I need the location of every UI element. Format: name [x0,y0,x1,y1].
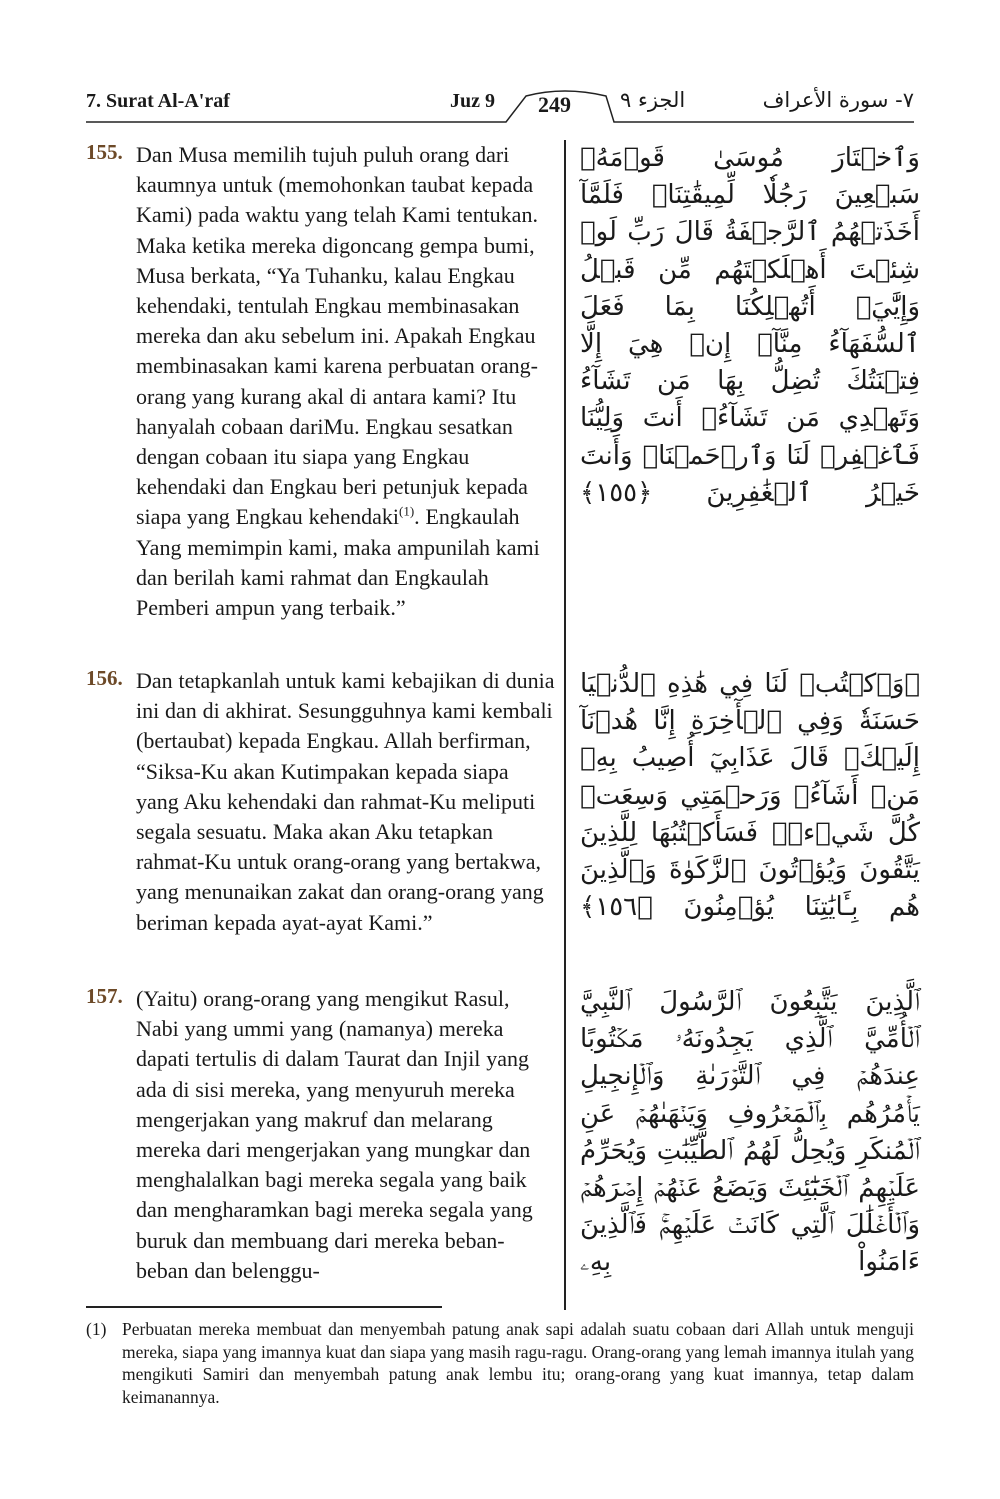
surah-title-arabic: ٧- سورة الأعراف [762,88,914,112]
surah-title-latin: 7. Surat Al-A'raf [86,90,230,112]
footnote-text: Perbuatan mereka membuat dan menyembah patung anak sapi adalah suatu cobaan dari Allah untuk menguji mereka, siapa yang imannya kuat dan siapa yang masih ragu-ragu. Orang-orang yang lemah imannya itulah yang mengikuti Samiri dan menyembah patung anak lembu itu; orang-orang yang kuat imannya, tetap dalam keimanannya. [122,1319,914,1407]
verse-number: 156. [86,666,123,690]
verse-translation [136,140,556,623]
juz-label-arabic: الجزء ٩ [620,88,686,112]
page-number: 249 [538,92,571,117]
page-header [86,88,914,124]
translation-text: Dan Musa memilih tujuh puluh orang dari kaumnya untuk (memohonkan taubat kepada Kami) pada waktu yang telah Kami tentukan. Maka ketika mereka digoncang gempa bumi, Musa berkata, “Ya Tuhanku, kalau Engkau kehendaki, tentulah Engkau membinasakan mereka dan aku sebelum ini. Apakah Engkau membinasakan kami karena perbuatan orang-orang yang kurang akal di antara kami? Itu hanyalah cobaan dariMu. Engkau sesatkan dengan cobaan itu siapa yang Engkau kehendaki dan Engkau beri petunjuk kepada siapa yang Engkau kehendaki [136,142,538,530]
footnote-marker: (1) [86,1319,107,1339]
verse-155 [86,140,556,623]
verse-156 [86,666,556,938]
juz-label-latin: Juz 9 [450,90,495,112]
footnote-rule [86,1306,442,1308]
footnote-reference[interactable]: (1) [398,504,415,520]
footnote [86,1318,914,1408]
verse-157 [86,984,556,1286]
translation-text-continued: . Engkaulah Yang memimpin kami, maka ampunilah kami dan berilah kami rahmat dan Engkaulah Pemberi ampun yang terbaik.” [136,504,540,621]
verse-156-arabic: ۞وَٱكۡتُبۡ لَنَا فِي هَٰذِهِ ٱلدُّنۡيَا حَسَنَةٗ وَفِي ٱلۡأٓخِرَةِ إِنَّا هُدۡنَآ إِلَيۡكَۚ قَالَ عَذَابِيٓ أُصِيبُ بِهِۦ مَنۡ أَشَآءُۖ وَرَحۡمَتِي وَسِعَتۡ كُلَّ شَيۡءٖۚ فَسَأَكۡتُبُهَا لِلَّذِينَ يَتَّقُونَ وَيُؤۡتُونَ ٱلزَّكَوٰةَ وَٱلَّذِينَ هُم بِـَٔايَٰتِنَا يُؤۡمِنُونَ ﴿١٥٦﴾ [580,669,920,923]
verse-translation: (Yaitu) orang-orang yang mengikut Rasul, Nabi yang ummi yang (namanya) mereka dapati tertulis di dalam Taurat dan Injil yang ada di sisi mereka, yang menyuruh mereka mengerjakan yang makruf dan melarang mereka dari mengerjakan yang mungkar dan menghalalkan bagi mereka segala yang baik dan mengharamkan bagi mereka segala yang buruk dan membuang dari mereka beban-beban dan belenggu- [136,986,533,1283]
verse-number: 157. [86,984,123,1008]
verse-number: 155. [86,140,123,164]
verse-translation: Dan tetapkanlah untuk kami kebajikan di dunia ini dan di akhirat. Sesungguhnya kami kembali (bertaubat) kepada Engkau. Allah berfirman, “Siksa-Ku akan Kutimpakan kepada siapa yang Aku kehendaki dan rahmat-Ku meliputi segala sesuatu. Maka akan Aku tetapkan rahmat-Ku untuk orang-orang yang bertakwa, yang menunaikan zakat dan orang-orang yang beriman kepada ayat-ayat Kami.” [136,668,555,935]
verse-155-arabic: وَٱخۡتَارَ مُوسَىٰ قَوۡمَهُۥ سَبۡعِينَ رَجُلٗا لِّمِيقَٰتِنَاۖ فَلَمَّآ أَخَذَتۡهُمُ ٱلرَّجۡفَةُ قَالَ رَبِّ لَوۡ شِئۡتَ أَهۡلَكۡتَهُم مِّن قَبۡلُ وَإِيَّٰيَۖ أَتُهۡلِكُنَا بِمَا فَعَلَ ٱلسُّفَهَآءُ مِنَّآۖ إِنۡ هِيَ إِلَّا فِتۡنَتُكَ تُضِلُّ بِهَا مَن تَشَآءُ وَتَهۡدِي مَن تَشَآءُۖ أَنتَ وَلِيُّنَا فَٱغۡفِرۡ لَنَا وَٱرۡحَمۡنَاۖ وَأَنتَ خَيۡرُ ٱلۡغَٰفِرِينَ ﴿١٥٥﴾ [580,143,920,508]
verse-157-arabic: ٱلَّذِينَ يَتَّبِعُونَ ٱلرَّسُولَ ٱلنَّبِيَّ ٱلۡأُمِّيَّ ٱلَّذِي يَجِدُونَهُۥ مَكۡتُوبًا عِندَهُمۡ فِي ٱلتَّوۡرَىٰةِ وَٱلۡإِنجِيلِ يَأۡمُرُهُم بِٱلۡمَعۡرُوفِ وَيَنۡهَىٰهُمۡ عَنِ ٱلۡمُنكَرِ وَيُحِلُّ لَهُمُ ٱلطَّيِّبَٰتِ وَيُحَرِّمُ عَلَيۡهِمُ ٱلۡخَبَٰٓئِثَ وَيَضَعُ عَنۡهُمۡ إِصۡرَهُمۡ وَٱلۡأَغۡلَٰلَ ٱلَّتِي كَانَتۡ عَلَيۡهِمۡۚ فَٱلَّذِينَ ءَامَنُواْ بِهِۦ [580,987,920,1278]
column-divider [564,140,566,1310]
